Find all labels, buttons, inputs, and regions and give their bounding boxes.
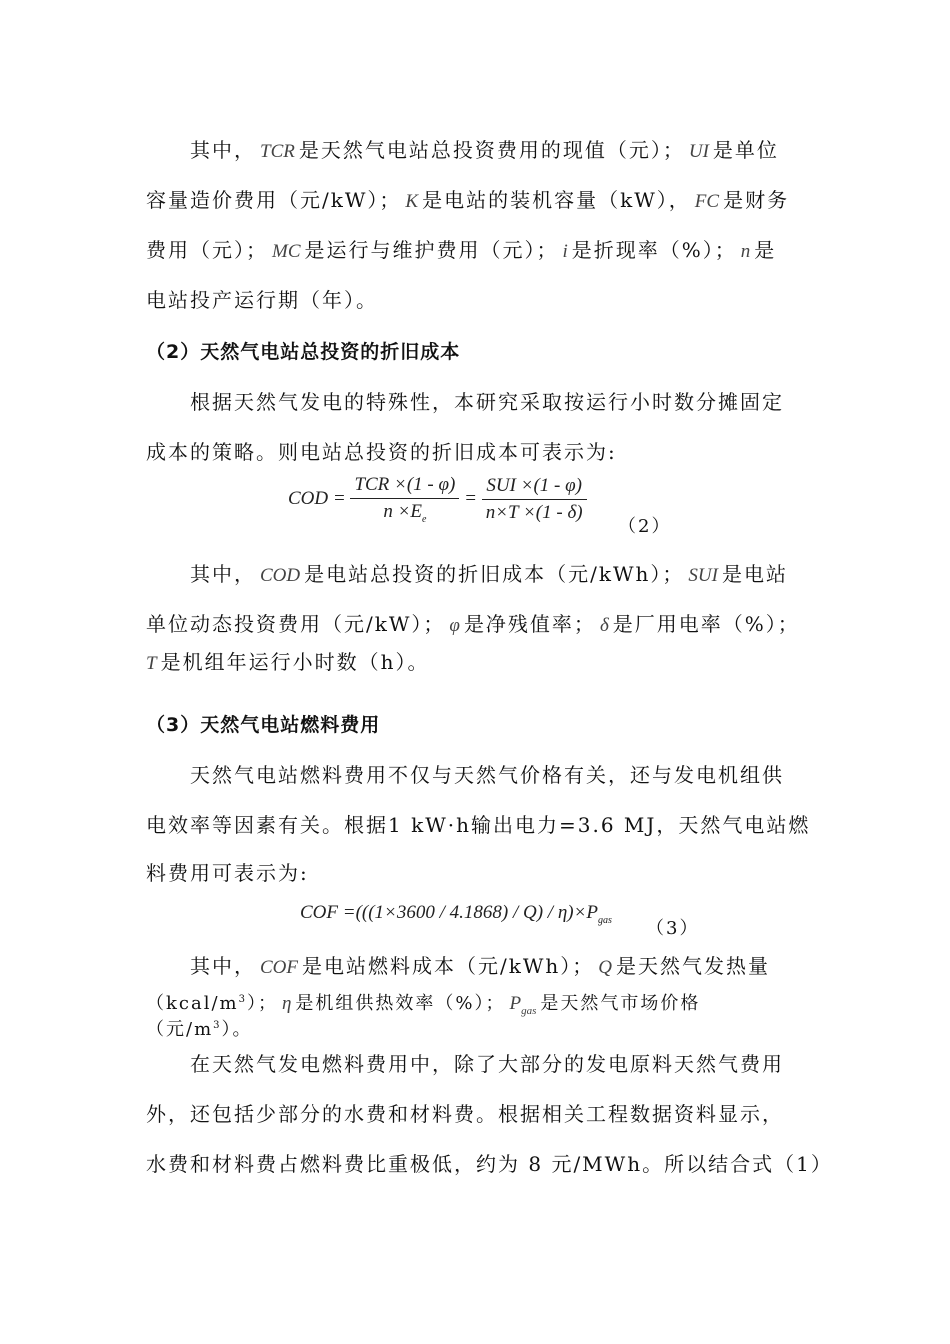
- equals-sign: =: [464, 487, 477, 509]
- symbol-ui: UI: [688, 141, 709, 162]
- symbol-eta: η: [281, 993, 292, 1014]
- equation-3: COF $=(((1\times 3600 / 4.1868) / Q) / \eta)\times P_{gas}$: [300, 902, 612, 926]
- text: 是: [754, 238, 777, 262]
- symbol-delta: δ: [599, 615, 609, 636]
- symbol-q: Q: [598, 957, 613, 978]
- symbol-n: n: [740, 241, 751, 262]
- fraction-2: [482, 475, 587, 524]
- symbol-fc: FC: [694, 191, 720, 212]
- symbol-k: K: [405, 191, 419, 212]
- equation-number: （3）: [646, 918, 700, 939]
- text: 是单位: [712, 138, 779, 162]
- text: 是机组年运行小时数（h）。: [160, 650, 430, 674]
- denominator: $n \times E_e$: [383, 501, 427, 525]
- denominator: n×T ×(1 - δ): [485, 501, 583, 523]
- paragraph-line: 外，还包括少部分的水费和材料费。根据相关工程数据资料显示，: [146, 1102, 784, 1126]
- text: 是电站总投资的折旧成本（元/kWh）；: [304, 562, 685, 586]
- text: 是运行与维护费用（元）；: [304, 238, 559, 262]
- text: 费用（元）；: [146, 238, 268, 262]
- text: 是净残值率；: [463, 612, 596, 636]
- numerator: TCR ×(1 - φ): [350, 474, 459, 499]
- text: 是折现率（%）；: [571, 238, 737, 262]
- paragraph-line: [146, 238, 806, 264]
- paragraph-line: [146, 650, 806, 676]
- text: 是天然气电站总投资费用的现值（元）；: [298, 138, 685, 162]
- paragraph-line: $(kcal/m^3)$； η 是机组供热效率（%）； $P_{gas}$ 是天然气市场价格: [146, 993, 701, 1017]
- text: 是财务: [723, 188, 790, 212]
- section-heading: （2）天然气电站总投资的折旧成本: [146, 341, 461, 363]
- paragraph-line: [190, 562, 806, 588]
- paragraph-line: 水费和材料费占燃料费比重极低，约为 8 元/MWh。所以结合式（1）: [146, 1152, 833, 1176]
- text: 是天然气发热量: [616, 954, 771, 978]
- paragraph-line: 料费用可表示为:: [146, 861, 309, 885]
- paragraph-line: [190, 138, 806, 164]
- fraction-1: [350, 474, 459, 525]
- paragraph-line: 成本的策略。则电站总投资的折旧成本可表示为:: [146, 440, 617, 464]
- text: 容量造价费用（元/kW）；: [146, 188, 402, 212]
- text: 是厂用电率（%）；: [612, 612, 800, 636]
- text: 是电站的装机容量（kW），: [422, 188, 691, 212]
- paragraph-line: 在天然气发电燃料费用中，除了大部分的发电原料天然气费用: [190, 1052, 784, 1076]
- text: 其中，: [190, 562, 256, 586]
- equation-body: COF =(((1×3600 / 4.1868) / Q) / η)×P: [300, 902, 599, 923]
- text: 单位动态投资费用（元/kW）；: [146, 612, 446, 636]
- paragraph-line: 电效率等因素有关。根据1 kW·h输出电力=3.6 MJ，天然气电站燃: [146, 813, 811, 837]
- equation-2: [288, 474, 587, 525]
- symbol-i: i: [562, 241, 568, 262]
- paragraph-line: [190, 954, 806, 980]
- text: 其中，: [190, 954, 256, 978]
- text: 是电站燃料成本（元/kWh）；: [302, 954, 595, 978]
- paragraph-line: （元$/m^3$）。: [146, 1019, 253, 1040]
- symbol-mc: MC: [272, 241, 301, 262]
- symbol-sui: SUI: [688, 565, 718, 586]
- paragraph-line: 天然气电站燃料费用不仅与天然气价格有关，还与发电机组供: [190, 763, 784, 787]
- text: 是电站: [721, 562, 788, 586]
- text: 其中，: [190, 138, 256, 162]
- symbol-t: T: [146, 653, 157, 674]
- equation-lhs: COD =: [288, 487, 346, 509]
- symbol-cod: COD: [260, 565, 301, 586]
- symbol-phi: φ: [449, 615, 460, 636]
- equation-number: （2）: [618, 516, 672, 537]
- paragraph-line: 根据天然气发电的特殊性，本研究采取按运行小时数分摊固定: [190, 390, 784, 414]
- symbol-pgas: $P_{gas}$: [509, 993, 537, 1017]
- numerator: SUI ×(1 - φ): [482, 475, 587, 500]
- symbol-tcr: TCR: [260, 141, 295, 162]
- symbol-cof: COF: [260, 957, 298, 978]
- section-heading: （3）天然气电站燃料费用: [146, 714, 381, 736]
- paragraph-line: [146, 188, 806, 214]
- paragraph-line: [146, 612, 806, 638]
- paragraph-line: 电站投产运行期（年）。: [146, 288, 378, 312]
